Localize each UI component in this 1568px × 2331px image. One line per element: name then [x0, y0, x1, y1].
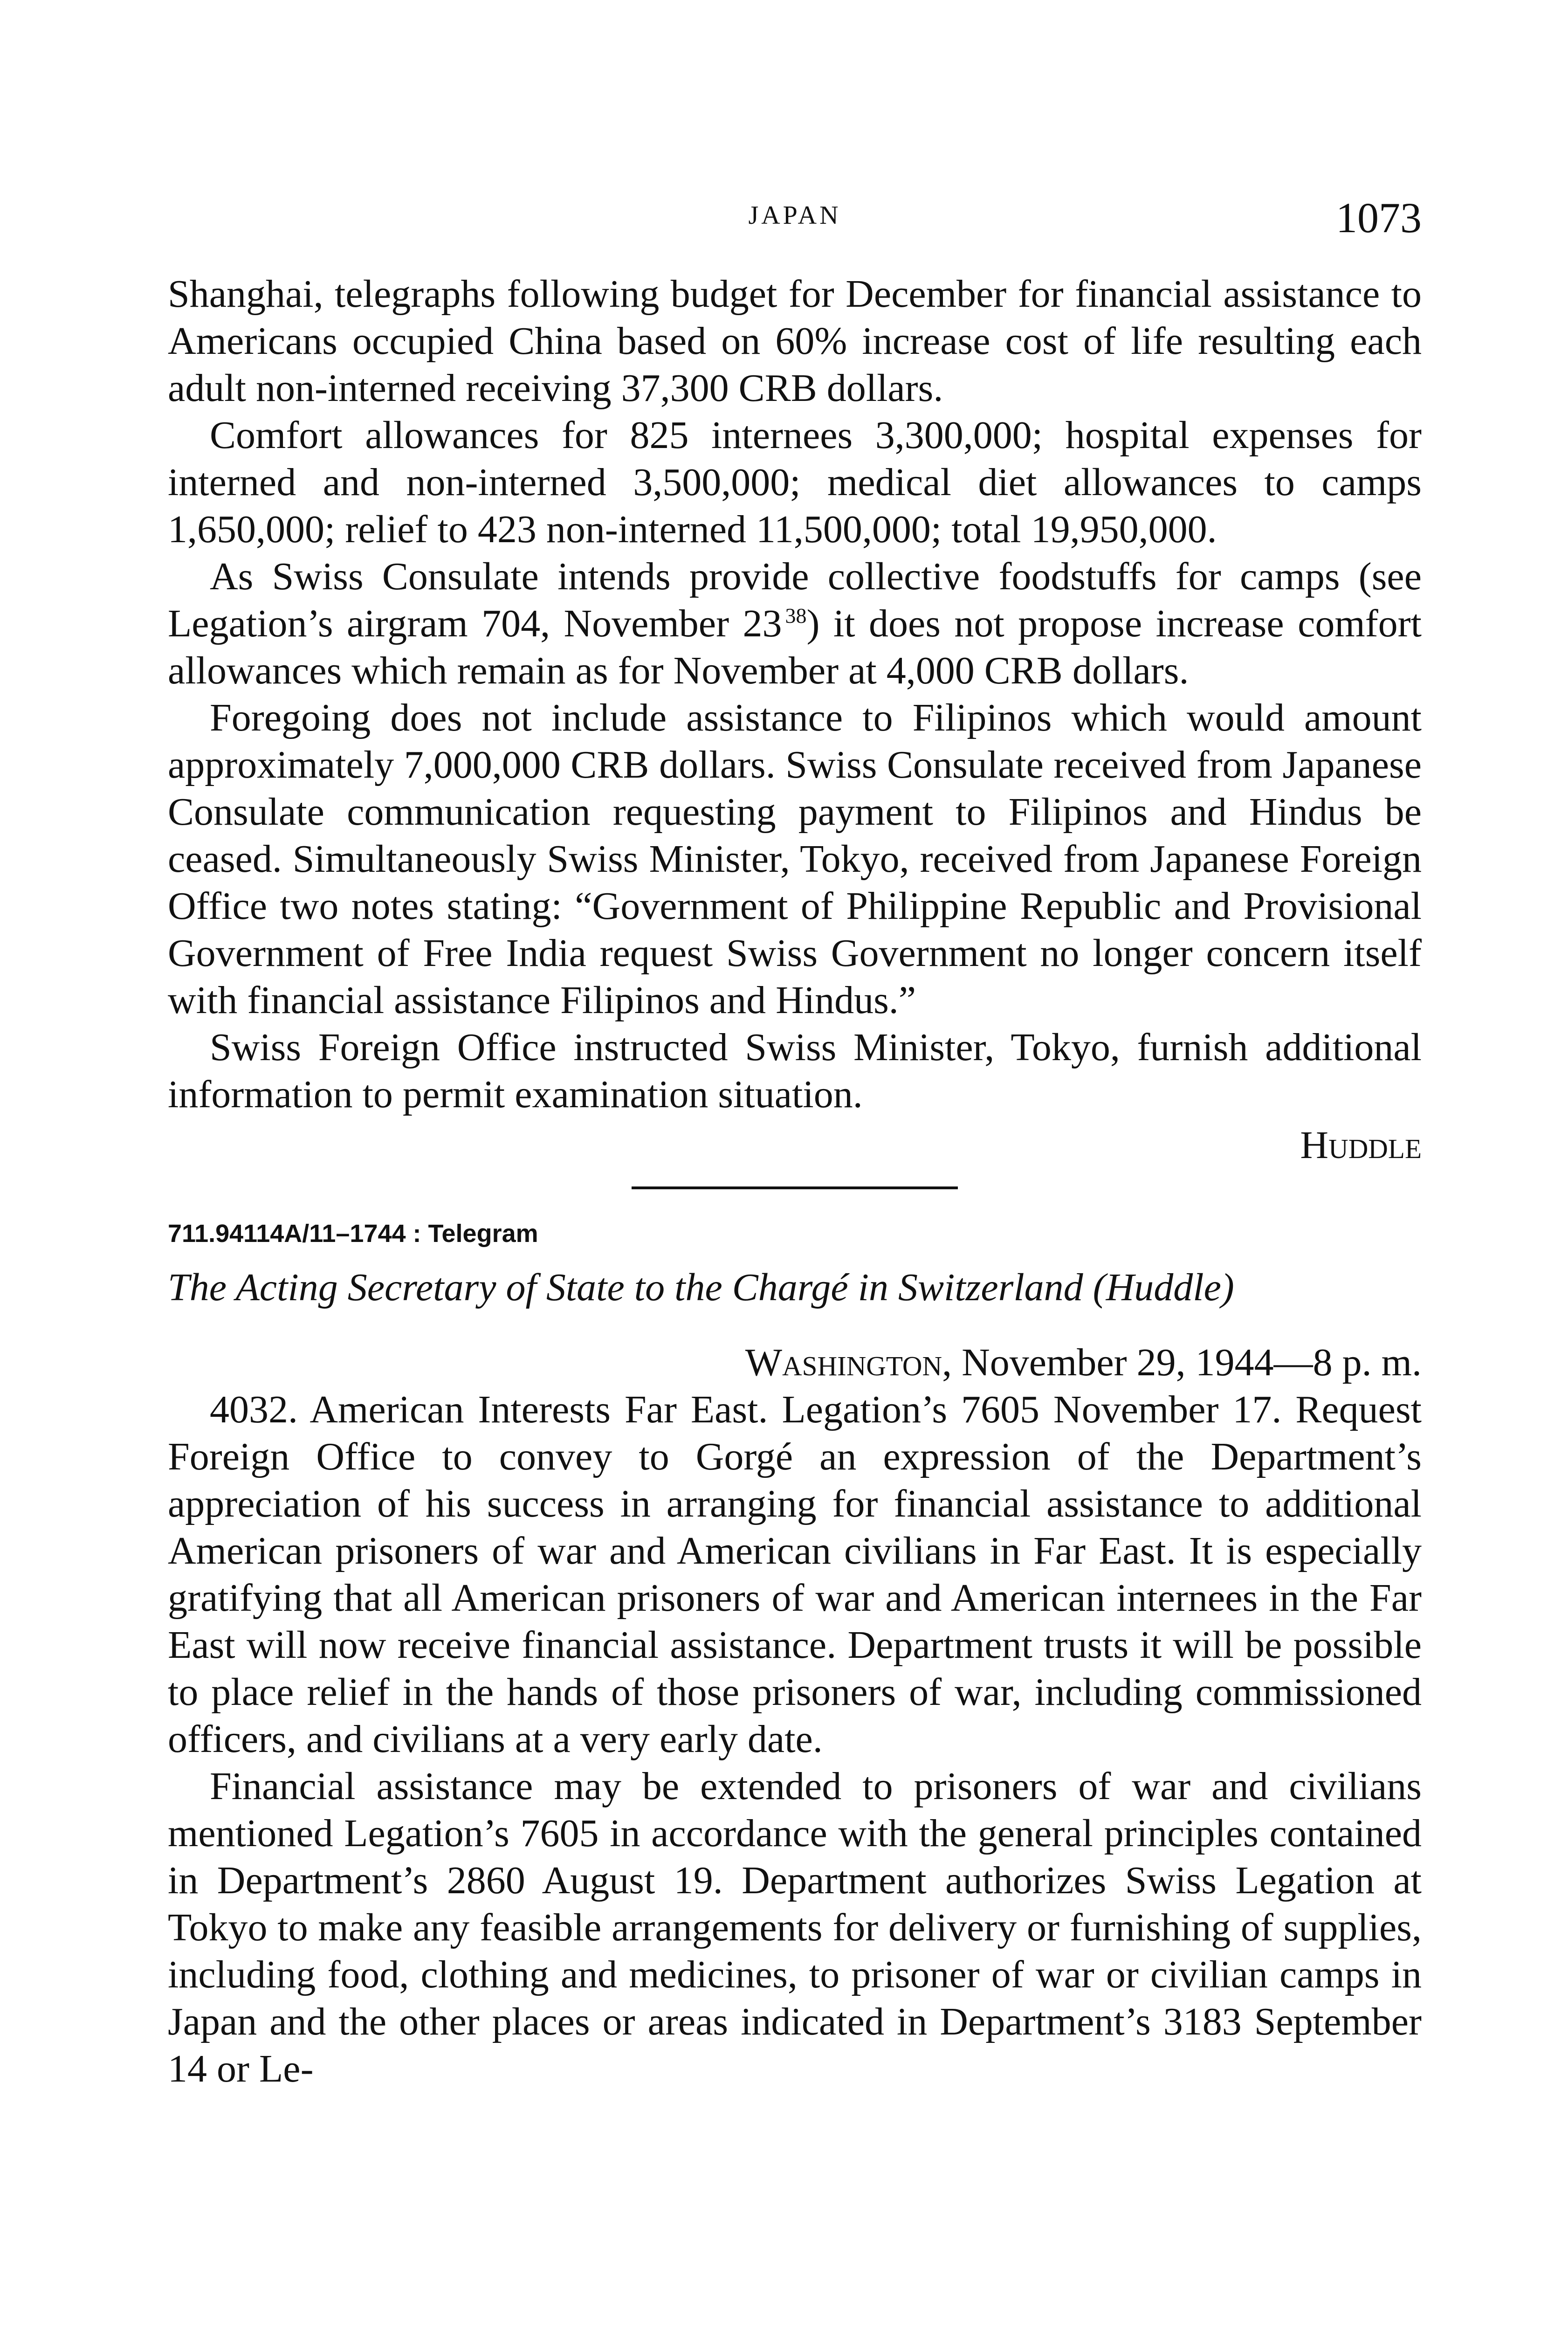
body-text — [168, 270, 1422, 2092]
paragraph: Swiss Foreign Office instructed Swiss Minister, Tokyo, furnish additional information to permit examination situation. — [168, 1026, 1422, 1116]
paragraph: 4032. American Interests Far East. Legation’s 7605 November 17. Request Foreign Office to convey to Gorgé an expression of the Department’s appreciation of his success in arranging for financial assistance to additional American prisoners of war and American civilians in Far East. It is especially gratifying that all American prisoners of war and American internees in the Far East will now receive financial assistance. Department trusts it will be possible to place relief in the hands of those prisoners of war, including commissioned officers, and civilians at a very early date. — [168, 1388, 1422, 1761]
dateline-date: , November 29, 1944—8 p. m. — [942, 1341, 1422, 1384]
paragraph: Foregoing does not include assistance to Filipinos which would amount approximately 7,000,000 CRB dollars. Swiss Consulate received from Japanese Consulate communication requesting payment to Filipinos and Hindus be ceased. Simultaneously Swiss Minister, Tokyo, received from Japanese Foreign Office two notes stating: “Government of Philippine Republic and Provisional Government of Free India request Swiss Government no longer concern itself with financial assistance Filipinos and Hindus.” — [168, 696, 1422, 1022]
paragraph-text: As Swiss Consulate intends provide collective foodstuffs for camps (see Legation’s airgram 704, November 23 — [168, 555, 1422, 645]
document-reference: 711.94114A/11–1744 : Telegram — [168, 1220, 538, 1248]
page-header — [168, 196, 1422, 252]
page-number: 1073 — [1336, 194, 1422, 241]
paragraph: Shanghai, telegraphs following budget for December for financial assistance to Americans occupied China based on 60% increase cost of life resulting each adult non-interned receiving 37,300 CRB dollars. — [168, 272, 1422, 410]
paragraph: Comfort allowances for 825 internees 3,300,000; hospital expenses for interned and non-interned 3,500,000; medical diet allowances to camps 1,650,000; relief to 423 non-interned 11,500,000; total 19,950,000. — [168, 414, 1422, 551]
paragraph-with-footnote-ref — [168, 553, 1422, 694]
running-head: JAPAN — [748, 201, 841, 230]
section-divider — [632, 1186, 958, 1189]
signature: Huddle — [1300, 1124, 1422, 1167]
document-title: The Acting Secretary of State to the Chargé in Switzerland (Huddle) — [168, 1266, 1234, 1309]
footnote-marker: 38 — [785, 604, 807, 628]
dateline — [168, 1339, 1422, 1386]
paragraph-text: ) it does not propose increase comfort allowances which remain as for November at 4,000 CRB dollars. — [168, 602, 1422, 692]
paragraph: Financial assistance may be extended to prisoners of war and civilians mentioned Legation’s 7605 in accordance with the general principles contained in Department’s 2860 August 19. Department authorizes Swiss Legation at Tokyo to make any feasible arrangements for delivery or furnishing of supplies, including food, clothing and medicines, to prisoner of war or civilian camps in Japan and the other places or areas indicated in Department’s 3183 September 14 or Le- — [168, 1765, 1422, 2090]
dateline-place: Washington — [745, 1341, 942, 1384]
